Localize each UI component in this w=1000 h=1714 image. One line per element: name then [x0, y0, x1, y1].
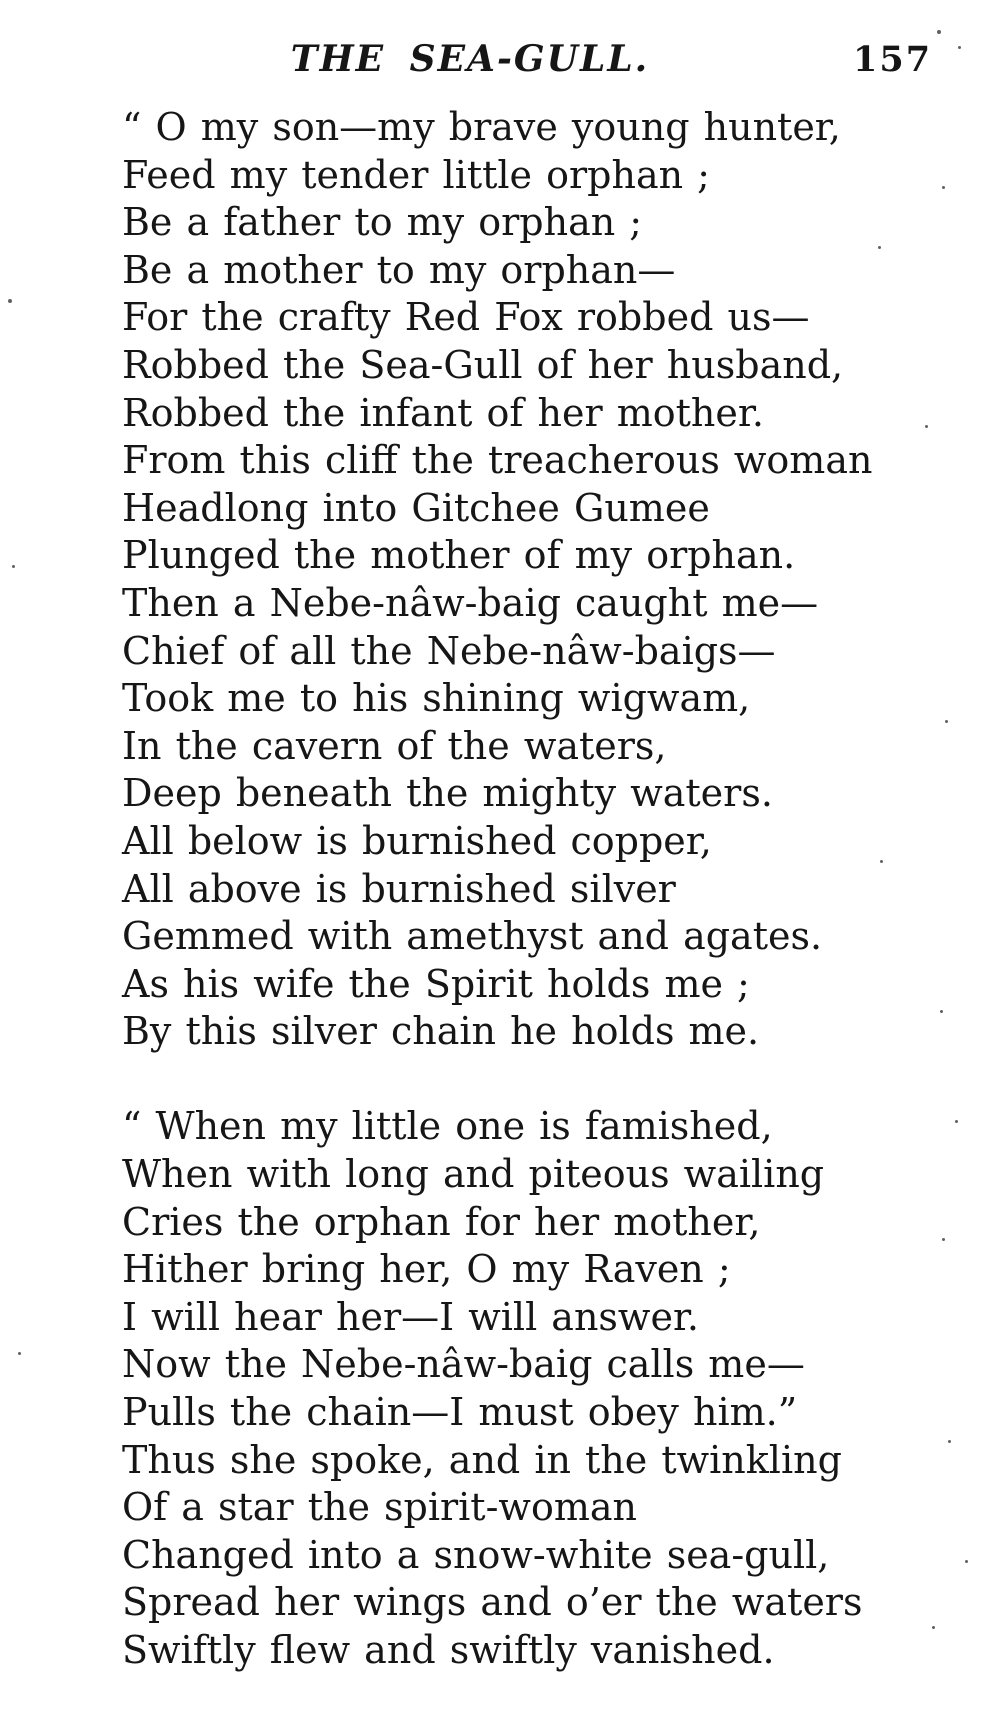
- poem-line: From this cliff the treacherous woman: [122, 438, 873, 483]
- poem-line: For the crafty Red Fox robbed us—: [122, 295, 810, 340]
- poem-line: “ O my son—my brave young hunter,: [122, 105, 841, 149]
- running-title: THE SEA-GULL.: [290, 38, 650, 80]
- poem: [122, 104, 960, 1675]
- scan-speck: [948, 1440, 951, 1443]
- poem-line: Of a star the spirit-woman: [122, 1485, 637, 1530]
- poem-line: Deep beneath the mighty waters.: [122, 771, 773, 816]
- poem-line: In the cavern of the waters,: [122, 723, 667, 768]
- poem-line: Then a Nebe-nâw-baig caught me—: [122, 580, 819, 625]
- scan-speck: [945, 720, 948, 723]
- poem-line: Thus she spoke, and in the twinkling: [122, 1437, 842, 1482]
- poem-line: All above is burnished silver: [122, 866, 676, 911]
- scan-speck: [965, 1560, 968, 1563]
- scan-speck: [878, 246, 881, 249]
- poem-line: Cries the orphan for her mother,: [122, 1199, 761, 1244]
- scan-speck: [925, 425, 928, 428]
- poem-line: Headlong into Gitchee Gumee: [122, 485, 710, 530]
- scan-speck: [955, 1120, 958, 1123]
- poem-line: When with long and piteous wailing: [122, 1152, 825, 1197]
- poem-line: Be a mother to my orphan—: [122, 247, 676, 292]
- poem-line: By this silver chain he holds me.: [122, 1009, 760, 1054]
- poem-line: Hither bring her, O my Raven ;: [122, 1247, 731, 1292]
- poem-line: Now the Nebe-nâw-baig calls me—: [122, 1342, 805, 1387]
- stanza-2: [122, 1103, 960, 1674]
- scan-speck: [942, 186, 945, 189]
- scan-speck: [880, 860, 883, 863]
- scan-speck: [937, 30, 941, 34]
- poem-line: “ When my little one is famished,: [122, 1104, 773, 1149]
- poem-line: Pulls the chain—I must obey him.”: [122, 1390, 798, 1435]
- poem-line: Gemmed with amethyst and agates.: [122, 914, 823, 959]
- poem-line: Feed my tender little orphan ;: [122, 152, 710, 197]
- page-number: 157: [853, 39, 933, 80]
- scan-speck: [932, 1626, 935, 1629]
- poem-line: Plunged the mother of my orphan.: [122, 533, 796, 578]
- scan-speck: [12, 565, 15, 568]
- scan-speck: [958, 46, 961, 49]
- scan-speck: [18, 1352, 21, 1355]
- poem-line: Robbed the infant of her mother.: [122, 390, 764, 435]
- poem-line: Robbed the Sea-Gull of her husband,: [122, 342, 844, 387]
- poem-line: Swiftly flew and swiftly vanished.: [122, 1628, 775, 1672]
- poem-line: Took me to his shining wigwam,: [122, 676, 751, 721]
- scan-speck: [940, 1010, 943, 1013]
- poem-line: As his wife the Spirit holds me ;: [122, 961, 750, 1006]
- poem-line: Spread her wings and o’er the waters: [122, 1580, 863, 1625]
- scan-speck: [942, 1238, 945, 1241]
- poem-line: Changed into a snow-white sea-gull,: [122, 1532, 830, 1577]
- poem-line: I will hear her—I will answer.: [122, 1294, 700, 1339]
- poem-line: Chief of all the Nebe-nâw-baigs—: [122, 628, 776, 673]
- page-header: [0, 38, 1000, 82]
- scan-speck: [8, 299, 12, 303]
- poem-line: All below is burnished copper,: [122, 818, 712, 863]
- poem-line: Be a father to my orphan ;: [122, 200, 643, 245]
- stanza-1: [122, 104, 960, 1056]
